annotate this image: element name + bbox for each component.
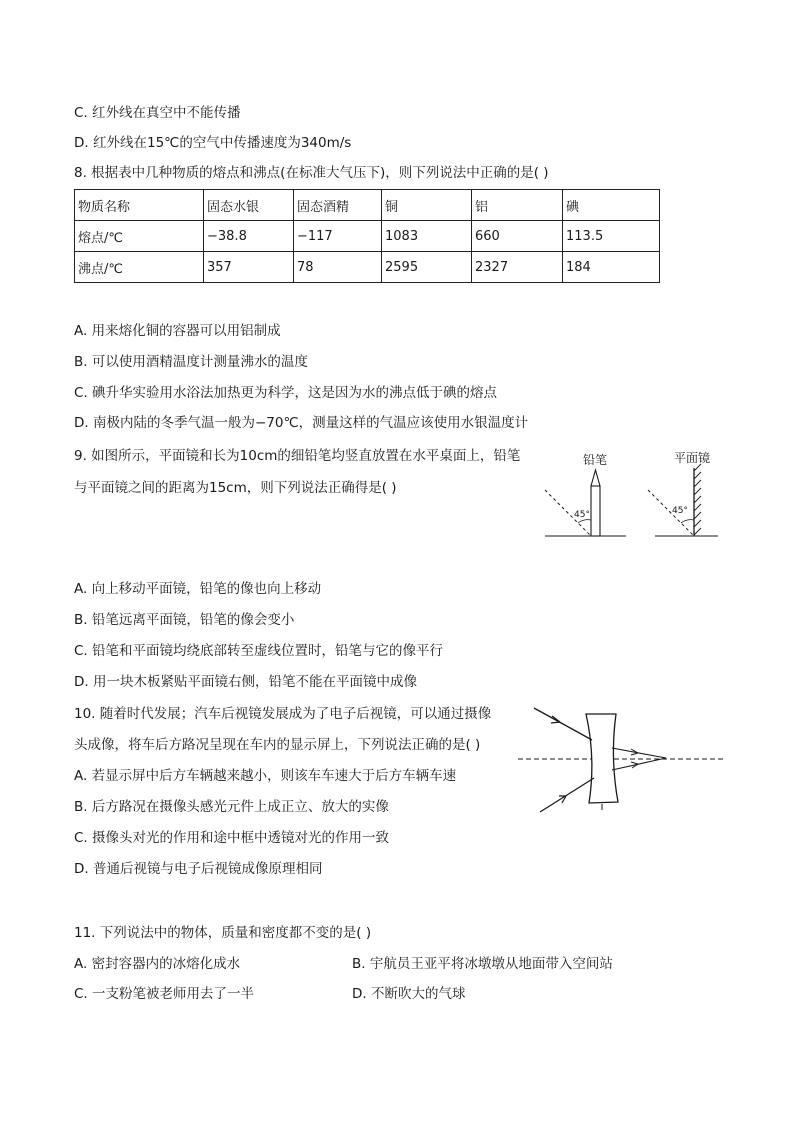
q11-option-d: D. 不断吹大的气球 [352, 986, 466, 1002]
table-cell: 2327 [472, 252, 563, 283]
table-cell: −38.8 [204, 221, 294, 252]
table-cell: 铜 [382, 190, 472, 221]
table-cell: −117 [294, 221, 382, 252]
table-cell: 沸点/℃ [75, 252, 204, 283]
q8-option-b: B. 可以使用酒精温度计测量沸水的温度 [74, 354, 308, 370]
angle-arc [578, 520, 591, 523]
q10-option-b: B. 后方路况在摄像头感光元件上成正立、放大的实像 [74, 799, 389, 815]
q7-option-c: C. 红外线在真空中不能传播 [74, 105, 241, 121]
q9-option-c: C. 铅笔和平面镜均绕底部转至虚线位置时，铅笔与它的像平行 [74, 643, 444, 659]
q9-option-b: B. 铅笔远离平面镜，铅笔的像会变小 [74, 612, 295, 628]
q11-stem: 11. 下列说法中的物体，质量和密度都不变的是( ) [74, 925, 372, 941]
table-cell: 184 [563, 252, 660, 283]
q11-option-b: B. 宇航员王亚平将冰墩墩从地面带入空间站 [352, 956, 613, 972]
q11-option-c: C. 一支粉笔被老师用去了一半 [74, 986, 255, 1002]
table-cell: 1083 [382, 221, 472, 252]
q8-option-a: A. 用来熔化铜的容器可以用铝制成 [74, 323, 281, 339]
q11-option-a: A. 密封容器内的冰熔化成水 [74, 956, 241, 972]
table-cell: 熔点/℃ [75, 221, 204, 252]
table-cell: 113.5 [563, 221, 660, 252]
q7-option-d: D. 红外线在15℃的空气中传播速度为340m/s [74, 135, 352, 151]
q9-stem-line1: 9. 如图所示，平面镜和长为10cm的细铅笔均竖直放置在水平桌面上，铅笔 [74, 448, 521, 464]
q10-option-d: D. 普通后视镜与电子后视镜成像原理相同 [74, 861, 323, 877]
table-cell: 固态酒精 [294, 190, 382, 221]
q10-option-c: C. 摄像头对光的作用和途中框中透镜对光的作用一致 [74, 830, 390, 846]
melting-boiling-table [74, 189, 660, 283]
incident-ray [540, 778, 594, 812]
pencil-icon [591, 470, 600, 536]
table-cell: 78 [294, 252, 382, 283]
refracted-ray [612, 758, 666, 770]
table-row [75, 221, 660, 252]
q9-stem-line2: 与平面镜之间的距离为15cm，则下列说法正确得是( ) [74, 480, 397, 496]
mirror-label: 平面镜 [674, 451, 711, 465]
incident-ray [534, 708, 592, 740]
lens-ray-figure [516, 700, 726, 818]
q9-option-a: A. 向上移动平面镜，铅笔的像也向上移动 [74, 581, 322, 597]
q8-option-d: D. 南极内陆的冬季气温一般为−70℃，测量这样的气温应该使用水银温度计 [74, 415, 529, 431]
mirror-icon [694, 464, 701, 536]
angle-label: 45° [574, 510, 590, 520]
q10-option-a: A. 若显示屏中后方车辆越来越小，则该车车速大于后方车辆车速 [74, 768, 457, 784]
q9-option-d: D. 用一块木板紧贴平面镜右侧，铅笔不能在平面镜中成像 [74, 674, 417, 690]
pencil-label: 铅笔 [583, 453, 608, 467]
q8-option-c: C. 碘升华实验用水浴法加热更为科学，这是因为水的沸点低于碘的熔点 [74, 385, 498, 401]
table-cell: 碘 [563, 190, 660, 221]
table-cell: 物质名称 [75, 190, 204, 221]
angle-label: 45° [672, 506, 688, 516]
q10-stem-line1: 10. 随着时代发展；汽车后视镜发展成为了电子后视镜，可以通过摄像 [74, 706, 492, 722]
table-cell: 357 [204, 252, 294, 283]
table-row [75, 252, 660, 283]
table-cell: 2595 [382, 252, 472, 283]
table-cell: 660 [472, 221, 563, 252]
table-cell: 铝 [472, 190, 563, 221]
pencil-mirror-figure [540, 444, 730, 544]
q8-stem: 8. 根据表中几种物质的熔点和沸点(在标准大气压下)，则下列说法中正确的是( ) [74, 165, 549, 181]
table-cell: 固态水银 [204, 190, 294, 221]
angle-arc [681, 520, 694, 523]
q10-stem-line2: 头成像，将车后方路况呈现在车内的显示屏上，下列说法正确的是( ) [74, 737, 481, 753]
table-header-row [75, 190, 660, 221]
refracted-ray [612, 748, 666, 758]
